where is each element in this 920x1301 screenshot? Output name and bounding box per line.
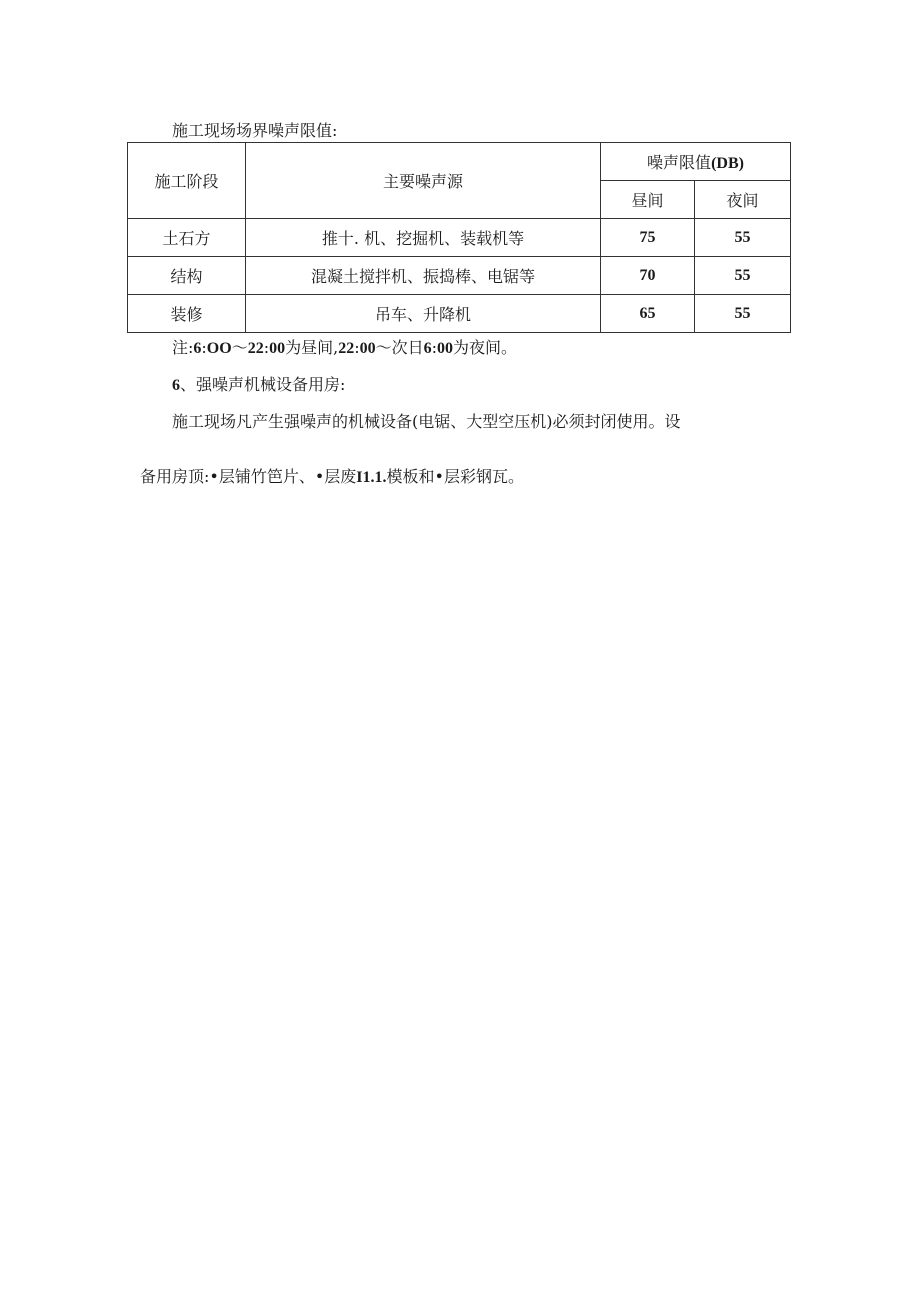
table-row	[128, 257, 791, 295]
note-sep: :	[263, 338, 270, 357]
note-sep: :	[201, 338, 207, 357]
note-time: 6	[423, 340, 432, 357]
table-row	[128, 295, 791, 333]
note-time: 00	[436, 340, 453, 357]
note-time: 6	[193, 340, 202, 357]
row-day-limit: 75	[601, 219, 695, 257]
row-day-limit: 65	[601, 295, 695, 333]
note-mid: 为昼间,	[285, 338, 339, 357]
table-caption: 施工现场场界噪声限值:	[172, 121, 338, 140]
table-header-row	[128, 143, 791, 181]
row-stage: 土石方	[128, 219, 246, 257]
note-time: 22	[247, 340, 264, 357]
note-suffix: 为夜间。	[452, 338, 517, 357]
paragraph-code: I1.1.	[356, 469, 387, 486]
paragraph-text: 备用房顶:•层铺竹笆片、•层废	[140, 467, 357, 486]
row-stage: 装修	[128, 295, 246, 333]
paragraph-line-1: 施工现场凡产生强噪声的机械设备(电锯、大型空压机)必须封闭使用。设	[172, 412, 681, 431]
note-sep: :	[431, 338, 437, 357]
noise-limit-table	[127, 142, 791, 333]
note-time: 22	[338, 340, 355, 357]
header-limit-label: 噪声限值	[647, 153, 712, 172]
note-prefix: 注:	[172, 338, 194, 357]
header-stage: 施工阶段	[128, 143, 246, 219]
note-sep: :	[354, 338, 360, 357]
note-tilde: ～	[231, 338, 248, 357]
section-heading	[172, 375, 345, 396]
row-stage: 结构	[128, 257, 246, 295]
row-night-limit: 55	[695, 295, 791, 333]
header-source: 主要噪声源	[246, 143, 601, 219]
time-note	[172, 338, 517, 359]
row-day-limit: 70	[601, 257, 695, 295]
header-limit-unit: (DB)	[711, 155, 744, 172]
row-night-limit: 55	[695, 219, 791, 257]
header-night: 夜间	[695, 181, 791, 219]
note-time: 00	[269, 340, 286, 357]
paragraph-line-2	[140, 467, 524, 488]
row-source: 混凝土搅拌机、振捣棒、电锯等	[246, 257, 601, 295]
note-tilde: ～次日	[375, 338, 424, 357]
section-number: 6	[172, 377, 180, 394]
row-source: 推十. 机、挖掘机、装载机等	[246, 219, 601, 257]
paragraph-text: 模板和•层彩钢瓦。	[386, 467, 524, 486]
row-night-limit: 55	[695, 257, 791, 295]
row-source: 吊车、升降机	[246, 295, 601, 333]
section-title: 、强噪声机械设备用房:	[180, 375, 346, 394]
note-time: OO	[206, 340, 232, 357]
header-limit	[601, 143, 791, 181]
table-row	[128, 219, 791, 257]
header-day: 昼间	[601, 181, 695, 219]
note-time: 00	[359, 340, 376, 357]
